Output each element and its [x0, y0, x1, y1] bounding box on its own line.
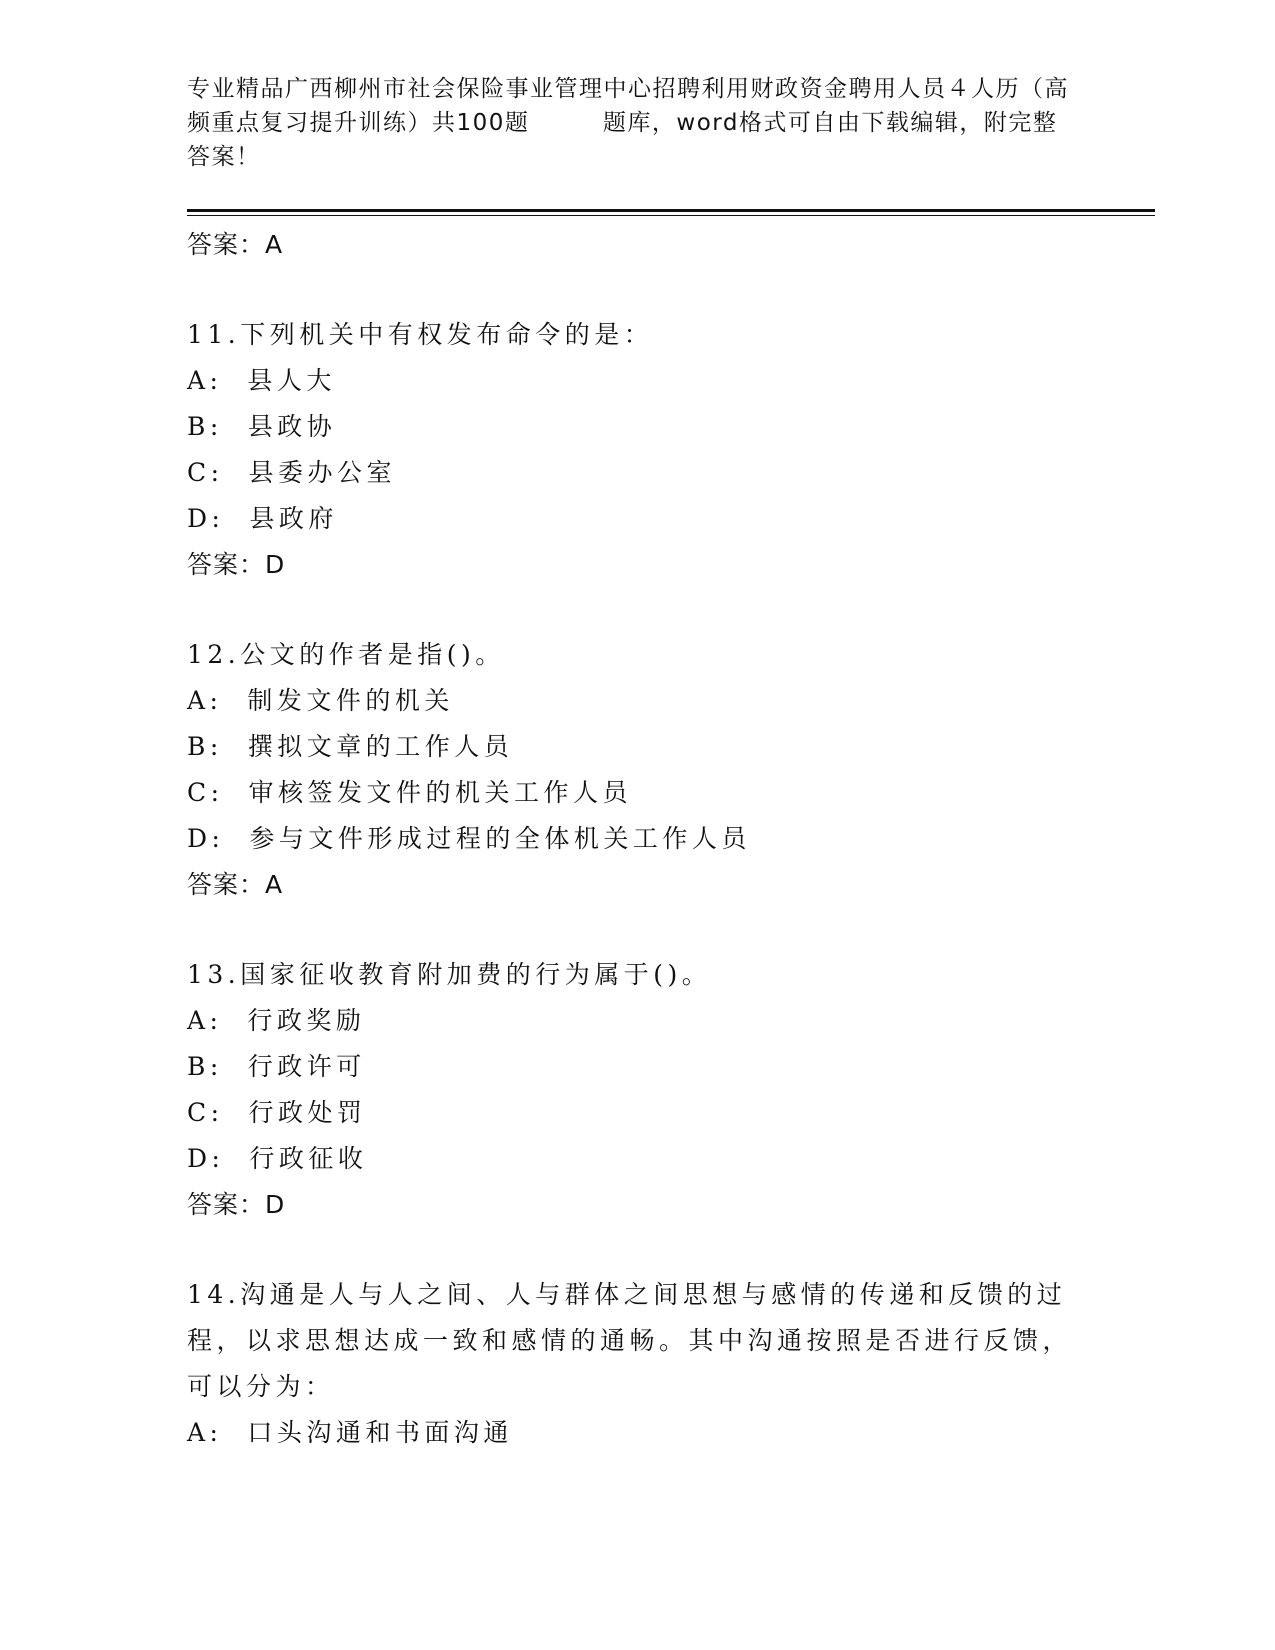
question-text: 14.沟通是人与人之间、人与群体之间思想与感情的传递和反馈的过程，以求思想达成一致和感情的通畅。其中沟通按照是否进行反馈，可以分为： — [187, 1280, 1073, 1401]
question-item — [187, 632, 1087, 908]
answer-line: 答案：A — [187, 870, 284, 899]
option-b: B: 行政许可 — [187, 1052, 366, 1081]
header-divider-thin — [187, 215, 1155, 216]
option-a: A: 制发文件的机关 — [187, 686, 454, 715]
option-b: B: 县政协 — [187, 412, 337, 441]
header-divider-thick — [187, 209, 1155, 212]
question-item — [187, 312, 1087, 588]
question-item — [187, 952, 1087, 1228]
question-text: 11.下列机关中有权发布命令的是： — [187, 320, 654, 349]
option-a: A: 行政奖励 — [187, 1006, 366, 1035]
option-d: D: 县政府 — [187, 504, 338, 533]
question-item — [187, 1272, 1087, 1456]
option-a: A: 口头沟通和书面沟通 — [187, 1418, 513, 1447]
question-text: 13.国家征收教育附加费的行为属于()。 — [187, 960, 712, 989]
title-line-3: 答案！ — [187, 144, 261, 170]
option-a: A: 县人大 — [187, 366, 336, 395]
option-c: C: 行政处罚 — [187, 1098, 367, 1127]
title-line-1: 专业精品广西柳州市社会保险事业管理中心招聘利用财政资金聘用人员４人历（高 — [187, 76, 1069, 102]
document-title — [187, 72, 1087, 174]
option-c: C: 县委办公室 — [187, 458, 396, 487]
option-c: C: 审核签发文件的机关工作人员 — [187, 778, 632, 807]
option-b: B: 撰拟文章的工作人员 — [187, 732, 514, 761]
option-d: D: 参与文件形成过程的全体机关工作人员 — [187, 824, 751, 853]
answer-line: 答案：D — [187, 1190, 286, 1219]
option-d: D: 行政征收 — [187, 1144, 368, 1173]
answer-line: 答案：A — [187, 230, 284, 259]
question-text: 12.公文的作者是指()。 — [187, 640, 505, 669]
answer-line: 答案：D — [187, 550, 286, 579]
question-list — [187, 222, 1087, 1456]
title-line-2: 频重点复习提升训练）共100题 题库，word格式可自由下载编辑，附完整 — [187, 110, 1058, 136]
